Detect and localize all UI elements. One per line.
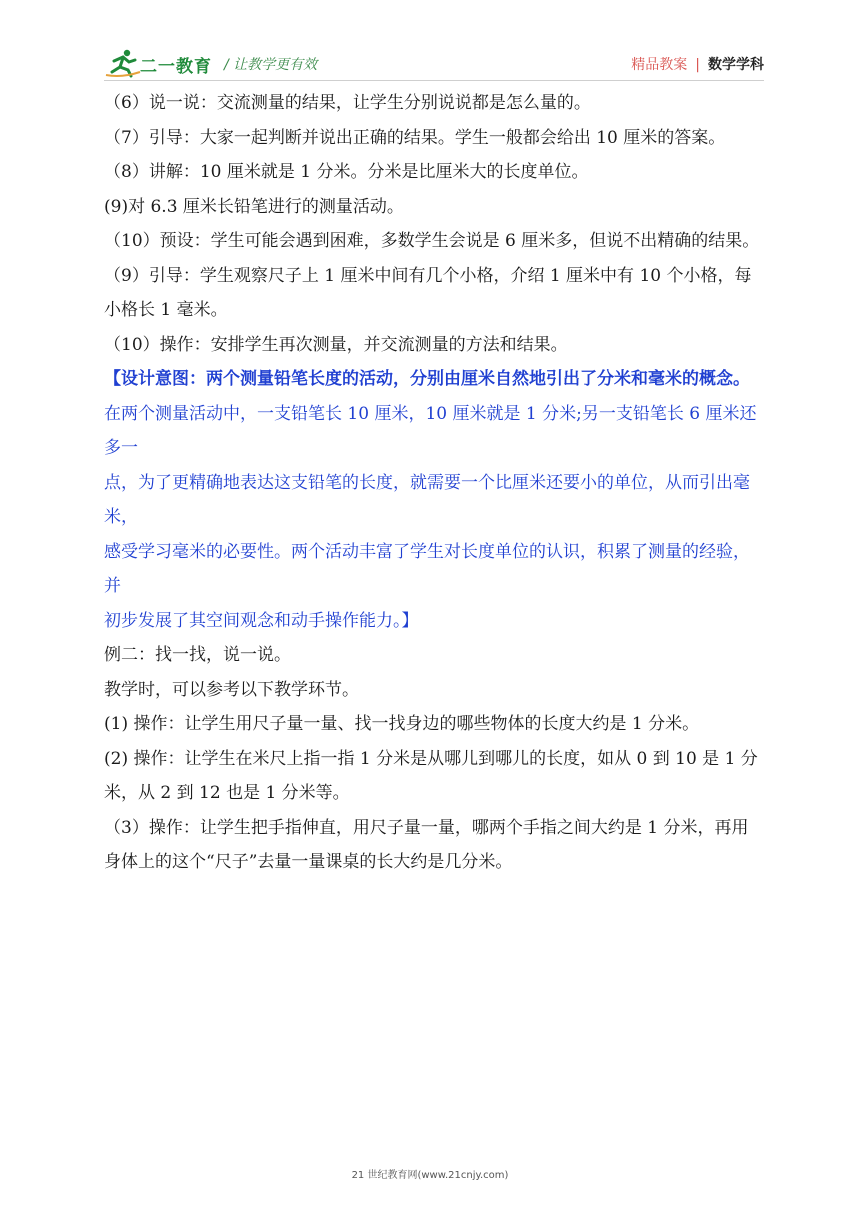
header-divider: [104, 80, 764, 81]
header-tag: [631, 54, 764, 74]
paragraph: (9)对 6.3 厘米长铅笔进行的测量活动。: [104, 196, 404, 217]
section-heading: 例二：找一找，说一说。: [104, 645, 291, 665]
slogan: / 让教学更有效: [224, 57, 318, 73]
paragraph: 教学时，可以参考以下教学环节。: [104, 679, 359, 700]
paragraph: （7）引导：大家一起判断并说出正确的结果。学生一般都会给出 10 厘米的答案。: [104, 127, 726, 148]
paragraph: （8）讲解：10 厘米就是 1 分米。分米是比厘米大的长度单位。: [104, 162, 589, 182]
paragraph: （10）操作：安排学生再次测量，并交流测量的方法和结果。: [104, 334, 568, 355]
paragraph: (2) 操作：让学生在米尺上指一指 1 分米是从哪儿到哪儿的长度，如从 0 到 10 是 1 分米，从 2 到 12 也是 1 分米等。: [104, 748, 758, 803]
page-footer: 21 世纪教育网(www.21cnjy.com): [351, 1170, 509, 1181]
design-intent-heading: 【设计意图：两个测量铅笔长度的活动，分别由厘米自然地引出了分米和毫米的概念。: [104, 369, 750, 389]
design-intent-paragraph: 初步发展了其空间观念和动手操作能力。】: [104, 610, 419, 631]
logo-text: 二一教育: [140, 57, 212, 77]
paragraph: (1) 操作：让学生用尺子量一量、找一找身边的哪些物体的长度大约是 1 分米。: [104, 714, 700, 734]
running-man-logo-icon: [104, 48, 142, 78]
tag-separator: |: [695, 57, 700, 73]
paragraph: （6）说一说：交流测量的结果，让学生分别说说都是怎么量的。: [104, 93, 591, 113]
paragraph: （10）预设：学生可能会遇到困难，多数学生会说是 6 厘米多，但说不出精确的结果。: [104, 231, 760, 251]
tag-premium-lesson: 精品教案: [631, 57, 688, 73]
design-intent-paragraph: 点，为了更精确地表达这支铅笔的长度，就需要一个比厘米还要小的单位，从而引出毫米，: [104, 472, 750, 527]
paragraph: （3）操作：让学生把手指伸直，用尺子量一量，哪两个手指之间大约是 1 分米，再用身体上的这个“尺子”去量一量课桌的长大约是几分米。: [104, 817, 749, 872]
document-body: [104, 86, 764, 880]
design-intent-paragraph: 在两个测量活动中，一支铅笔长 10 厘米，10 厘米就是 1 分米;另一支铅笔长 6 厘米还多一: [104, 403, 757, 458]
design-intent-paragraph: 感受学习毫米的必要性。两个活动丰富了学生对长度单位的认识，积累了测量的经验，并: [104, 541, 750, 596]
tag-subject: 数学学科: [708, 57, 764, 73]
paragraph: （9）引导：学生观察尺子上 1 厘米中间有几个小格，介绍 1 厘米中有 10 个小格，每小格长 1 毫米。: [104, 265, 752, 320]
page-header: [104, 46, 764, 80]
